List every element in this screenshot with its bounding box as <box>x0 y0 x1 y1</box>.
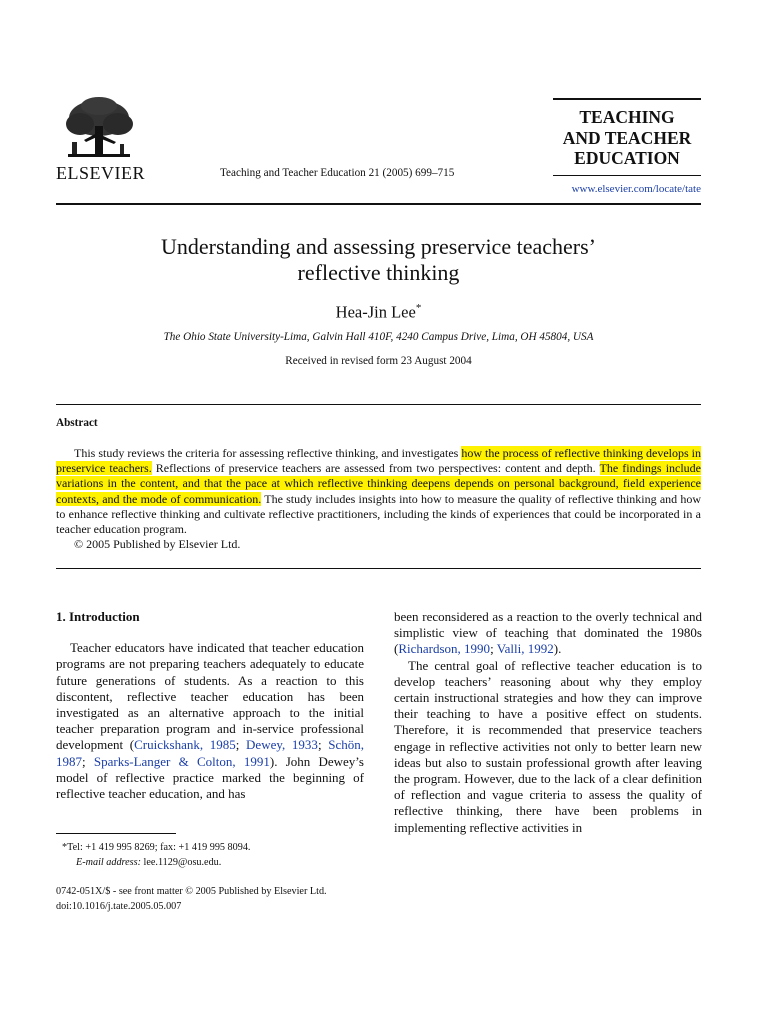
body-column-right <box>394 609 702 836</box>
body-text: ; <box>82 753 94 769</box>
footnote-rule <box>56 833 176 834</box>
header-divider <box>56 203 701 205</box>
author-name <box>56 302 701 323</box>
article-title-line: Understanding and assessing preservice teachers’ <box>161 234 596 259</box>
body-text: Teacher educators have indicated that teacher education programs are not preparing teachers adequately to educate future generations of students. As a reaction to this discontent, reflective teacher education has been investigated as an alternative approach to the initial teacher preparation program and in-service professional development ( <box>56 640 364 753</box>
author-affiliation: The Ohio State University-Lima, Galvin Hall 410F, 4240 Campus Drive, Lima, OH 45804, USA <box>163 331 594 343</box>
body-text: been reconsidered as a reaction to the overly technical and simplistic view of teaching that dominated the 1980s ( <box>394 609 702 657</box>
abstract-text: The study includes insights into how to measure the quality of reflective thinking and how to enhance reflective thinking and cultivate reflective practitioners, including the kinds of experiences that could be incorporated in a teacher education program. <box>56 491 702 537</box>
abstract-bottom-rule <box>56 568 701 569</box>
body-text: ; <box>235 737 247 753</box>
body-text: ). John Dewey’s model of reflective practice marked the beginning of reflective teacher education, and has <box>56 753 364 802</box>
email-label: E-mail address: <box>76 857 141 868</box>
abstract-paragraph <box>56 446 701 537</box>
journal-url-link[interactable]: www.elsevier.com/locate/tate <box>571 183 701 195</box>
journal-title-line: AND TEACHER <box>562 127 692 148</box>
body-paragraph: The central goal of reflective teacher education is to develop teachers’ reasoning about why they employ certain instructional strategies and how they can improve their teaching to have a positive effect on students. Therefore, it is recommended that preservice teachers engage in reflective activities not only to better learn new ideas but also to sustain professional growth after leaving the program. However, due to the lack of a clear definition of reflection and vague criteria to assess the quality of reflective thinking, there have been problems in implementing reflective activities in <box>394 657 702 835</box>
abstract-copyright: © 2005 Published by Elsevier Ltd. <box>74 537 241 552</box>
issn-line: 0742-051X/$ - see front matter © 2005 Published by Elsevier Ltd. <box>56 886 327 897</box>
journal-title-top-rule <box>553 98 701 100</box>
footnote-email <box>76 857 221 868</box>
journal-citation: Teaching and Teacher Education 21 (2005) 699–715 <box>220 167 455 179</box>
citation-link[interactable]: Sparks-Langer & Colton, 1991 <box>93 753 270 769</box>
abstract-heading: Abstract <box>56 417 98 429</box>
received-date: Received in revised form 23 August 2004 <box>285 355 472 367</box>
author-footnote-mark[interactable]: * <box>415 302 422 314</box>
body-text: ). <box>553 641 562 657</box>
article-title <box>56 234 701 286</box>
citation-link[interactable]: Valli, 1992 <box>496 641 554 657</box>
body-column-left <box>56 609 364 802</box>
article-title-line: reflective thinking <box>297 260 460 285</box>
journal-title-line: TEACHING <box>579 107 675 127</box>
tree-logo-icon <box>58 96 140 162</box>
author-name-text: Hea-Jin Lee <box>335 302 416 322</box>
highlighted-text: The findings include variations in the content, and that the pace at which reflective thinking deepens depends on personal background, field experience contexts, and the mode of communication. <box>56 461 702 506</box>
citation-link[interactable]: Dewey, 1933 <box>246 737 318 753</box>
journal-title-line: EDUCATION <box>574 148 680 168</box>
abstract-body <box>56 446 701 552</box>
abstract-top-rule <box>56 404 701 405</box>
body-text: ; <box>490 641 497 657</box>
highlighted-text: how the process of reflective thinking develops in preservice teachers. <box>56 446 701 476</box>
body-paragraph <box>56 640 364 802</box>
section-heading: 1. Introduction <box>56 609 140 624</box>
doi-line: doi:10.1016/j.tate.2005.05.007 <box>56 901 182 912</box>
body-text: ; <box>317 737 329 753</box>
publisher-name: ELSEVIER <box>56 163 145 183</box>
footnote-contact: *Tel: +1 419 995 8269; fax: +1 419 995 8094. <box>62 842 251 853</box>
journal-title-bottom-rule <box>553 175 701 176</box>
abstract-text: Reflections of preservice teachers are assessed from two perspectives: content and depth. <box>151 461 600 476</box>
abstract-text: This study reviews the criteria for assessing reflective thinking, and investigates <box>74 446 462 460</box>
citation-link[interactable]: Schön, 1987 <box>56 737 364 769</box>
journal-title <box>553 107 701 169</box>
email-address: lee.1129@osu.edu. <box>141 857 222 868</box>
citation-link[interactable]: Richardson, 1990 <box>398 641 491 657</box>
citation-link[interactable]: Cruickshank, 1985 <box>134 737 236 753</box>
body-paragraph <box>394 609 702 658</box>
